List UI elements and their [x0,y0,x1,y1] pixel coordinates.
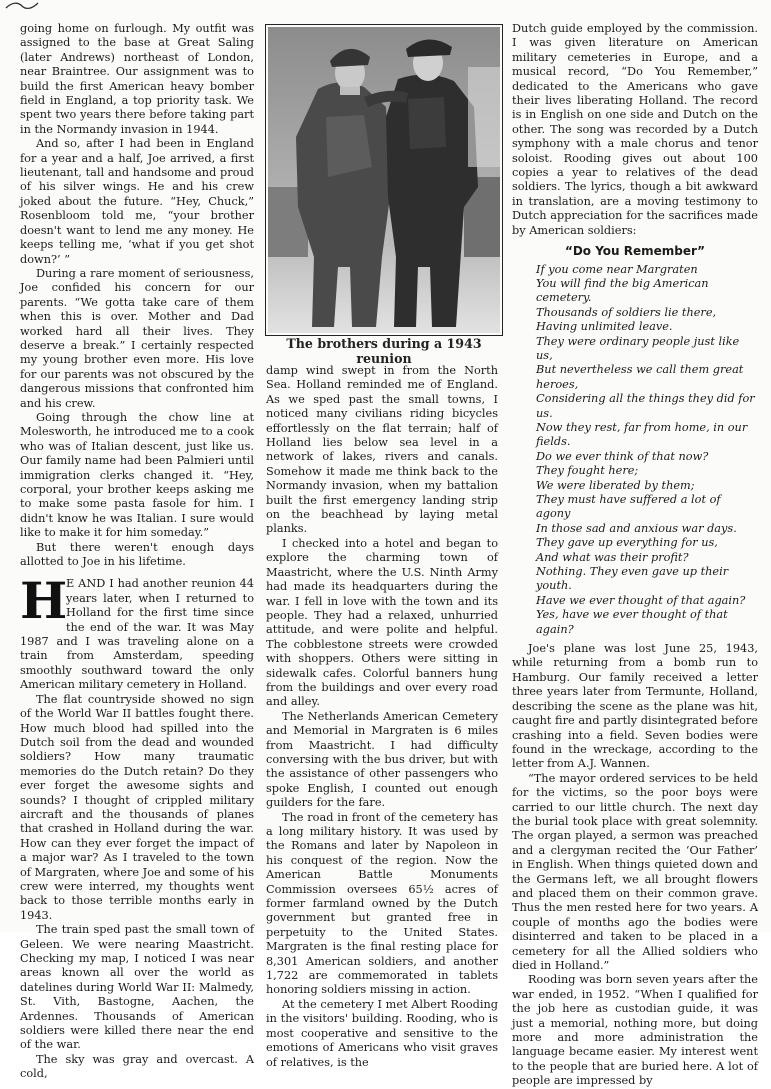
paragraph: “The mayor ordered services to be held for the victims, so the poor boys were carried to our little church. The next day the burial took place with great solemnity. The organ played, a sermon was preached and a clergyman recited the ‘Our Father’ in English. When things quieted down and the Germans left, we all brought flowers and placed them on their common grave. Thus the men rested here for two years. A couple of months ago the bodies were disinterred and taken to be placed in a cemetery for all the Allied soldiers who died in Holland.” [512,771,758,972]
paragraph: Joe's plane was lost June 25, 1943, while returning from a bomb run to Hamburg. Our family received a letter three years later from Termunte, Holland, describing the scene as the plane was hit, caught fire and partly disintegrated before crashing into a field. Seven bodies were found in the wreckage, according to the letter from A.J. Wannen. [512,642,758,771]
paragraph: going home on furlough. My outfit was assigned to the base at Great Saling (later Andrews) northeast of London, near Braintree. Our assignment was to build the first American heavy bomber field in England, a top priority task. We spent two years there before taking part in the Normandy invasion in 1944. [20,22,254,136]
poem-line: They gave up everything for us, [536,536,718,550]
poem-line: Thousands of soldiers lie there, [536,305,717,319]
poem-line: Considering all the things they did for us. [536,392,755,420]
paragraph: damp wind swept in from the North Sea. Holland reminded me of England. As we sped past the small towns, I noticed many civilians riding bicycles effortlessly on the flat terrain; half of Holland lies below sea level in a network of lakes, rivers and canals. Somehow it made me think back to the Normandy invasion, when my battalion built the first emergency landing strip on the beachhead by laying metal planks. [266,364,498,536]
poem-line: They must have suffered a lot of agony [536,493,721,521]
paragraph: Rooding was born seven years after the war ended, in 1952. “When I qualified for the job here as custodian guide, it was just a memorial, nothing more, but doing more and more administration the language became easier. My interest went to the people that are buried here. A lot of people are impressed by [512,973,758,1088]
poem-line: They were ordinary people just like us, [536,334,740,362]
article-column-3 [512,22,758,1089]
poem-line: Having unlimited leave. [536,320,673,334]
poem-line: They fought here; [536,464,639,478]
paragraph: At the cemetery I met Albert Rooding in the visitors' building. Rooding, who is most cooperative and sensitive to the emotions of Americans who visit graves of relatives, is the [266,997,498,1069]
paragraph: I checked into a hotel and began to explore the charming town of Maastricht, where the U.S. Ninth Army had made its headquarters during the war. I fell in love with the town and its people. They had a relaxed, unhurried attitude, and were polite and helpful. The cobblestone streets were crowded with shoppers. Others were sitting in sidewalk cafes. Colorful banners hung from the buildings and over every road and alley. [266,536,498,709]
poem-line: We were liberated by them; [536,478,695,492]
poem-line: But nevertheless we call them great heroes, [536,363,744,391]
paragraph: The train sped past the small town of Geleen. We were nearing Maastricht. Checking my map, I noticed I was near areas known all over the world as datelines during World War II: Malmedy, St. Vith, Bastogne, Aachen, the Ardennes. Thousands of American soldiers were killed there near the end of the war. [20,923,254,1052]
poem-line: You will find the big American cemetery. [536,276,709,305]
paragraph: During a rare moment of seriousness, Joe confided his concern for our parents. “We gotta take care of them when this is over. Mother and Dad worked hard all their lives. They deserve a break.” I certainly respected my young brother even more. His love for our parents was not obscured by the dangerous missions that confronted him and his crew. [20,266,254,410]
brothers-photo [268,27,500,333]
poem-line: Nothing. They even gave up their youth. [536,565,729,593]
paragraph: E AND I had another reunion 44 years later, when I returned to Holland for the first time since the end of the war. It was May 1987 and I was traveling alone on a train from Amsterdam, speeding smoothly southward toward the only American military cemetery in Holland. [20,577,254,692]
paragraph: Dutch guide employed by the commission. I was given literature on American military cemeteries in Europe, and a musical record, “Do You Remember,” dedicated to the Americans who gave their lives liberating Holland. The record is in English on one side and Dutch on the other. The song was recorded by a Dutch symphony with a male chorus and tenor soloist. Rooding gives out about 100 copies a year to relatives of the dead soldiers. The lyrics, though a bit awkward in translation, are a moving testimony to Dutch appreciation for the sacrifices made by American soldiers: [512,22,758,237]
paragraph: But there weren't enough days allotted to Joe in his lifetime. [20,540,254,569]
paragraph: Going through the chow line at Molesworth, he introduced me to a cook who was of Italian descent, just like us. Our family name had been Palmieri until immigration clerks changed it. “Hey, corporal, your brother keeps asking me to make some pasta fasole for him. I didn't know he was Italian. I sure would like to make it for him someday.” [20,410,254,540]
photo-caption: The brothers during a 1943 reunion [286,336,482,366]
poem-lyrics [536,263,758,638]
paragraph: And so, after I had been in England for a year and a half, Joe arrived, a first lieutenant, tall and handsome and proud of his silver wings. He and his crew joked about the future. “Hey, Chuck,” Rosenbloom told me, “your brother doesn't want to lend me any money. He keeps telling me, ‘what if you get shot down?’ ” [20,137,254,266]
photo-frame [265,24,503,336]
paragraph: The flat countryside showed no sign of the World War II battles fought there. How much blood had spilled into the Dutch soil from the dead and wounded soldiers? How many traumatic memories do the Dutch retain? Do they ever forget the awesome sights and sounds? I thought of crippled military aircraft and the thousands of planes that crashed in Holland during the war. How can they ever forget the impact of a major war? As I traveled to the town of Margraten, where Joe and some of his crew were interred, my thoughts went back to those terrible months early in 1943. [20,692,254,922]
pen-scribble-mark [4,0,40,10]
article-column-1 [20,22,254,1082]
poem-line: Yes, have we ever thought of that again? [536,608,728,636]
poem-line: In those sad and anxious war days. [536,521,737,535]
poem-line: Do we ever think of that now? [536,449,709,463]
paragraph: The Netherlands American Cemetery and Memorial in Margraten is 6 miles from Maastricht. I had difficulty conversing with the bus driver, but with the assistance of other passengers who spoke English, I counted out enough guilders for the fare. [266,709,498,810]
poem-title: “Do You Remember” [564,244,706,259]
article-column-2 [266,364,498,1070]
paragraph: The road in front of the cemetery has a long military history. It was used by the Romans and later by Napoleon in his conquest of the region. Now the American Battle Monuments Commission oversees 65½ acres of former farmland owned by the Dutch government but granted free in perpetuity to the United States. Margraten is the final resting place for 8,301 American soldiers, and another 1,722 are commemorated in tablets honoring soldiers missing in action. [266,810,498,997]
poem-line: Now they rest, far from home, in our fields. [536,420,748,449]
poem-line: Have we ever thought of that again? [536,593,746,607]
poem-line: If you come near Margraten [536,262,698,276]
drop-cap: H [20,571,68,631]
section-start [20,571,254,692]
poem-line: And what was their profit? [536,550,689,564]
paragraph: The sky was gray and overcast. A cold, [20,1052,254,1081]
